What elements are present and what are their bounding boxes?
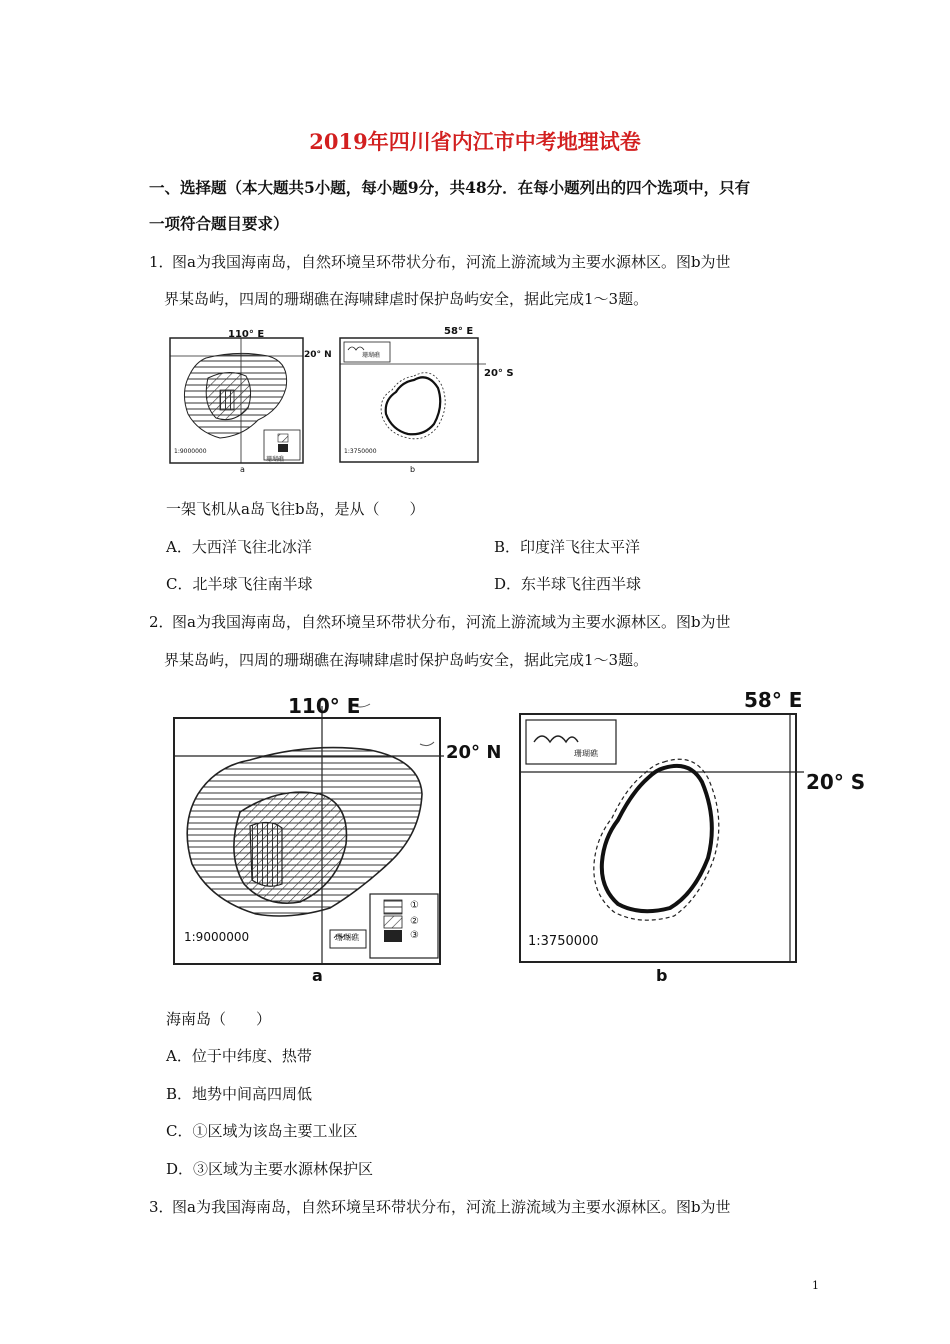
section-heading-line1: 一、选择题（本大题共5小题，每小题9分，共48分．在每小题列出的四个选项中，只有 <box>149 178 751 197</box>
q1-stem-line2: 界某岛屿，四周的珊瑚礁在海啸肆虐时保护岛屿安全，据此完成1～3题。 <box>164 290 649 308</box>
map-a-scale: 1:9000000 <box>184 930 250 944</box>
map-a-legend-key-1: ① <box>410 900 419 911</box>
map-a-legend-key-2: ② <box>410 916 419 927</box>
q1-stem-line1: 图a为我国海南岛，自然环境呈环带状分布，河流上游流域为主要水源林区。图b为世 <box>172 253 731 271</box>
page-number: 1 <box>812 1279 819 1292</box>
map-b-caption: b <box>656 966 668 985</box>
q2-option-d[interactable]: D．③区域为主要水源林保护区 <box>166 1160 374 1178</box>
map-b-small-legend: 珊瑚礁 <box>362 352 381 359</box>
map-a-lon-label: 110° E <box>288 694 361 718</box>
q1-option-d[interactable]: D．东半球飞往西半球 <box>494 575 642 593</box>
q2-option-a[interactable]: A．位于中纬度、热带 <box>166 1047 312 1065</box>
page-title: 2019年四川省内江市中考地理试卷 <box>309 129 641 154</box>
q3-number: 3． <box>149 1198 174 1216</box>
map-a-lat-label: 20° N <box>446 742 502 763</box>
map-a-legend-coral: 珊瑚礁 <box>335 933 359 942</box>
q2-prompt: 海南岛（ ） <box>166 1010 272 1028</box>
map-b-small-lat-label: 20° S <box>484 368 514 379</box>
q2-option-b[interactable]: B．地势中间高四周低 <box>166 1085 313 1103</box>
figure-1a-hainan-map <box>168 328 332 478</box>
map-a-legend-key-3: ③ <box>410 930 419 941</box>
q2-stem-line1: 图a为我国海南岛，自然环境呈环带状分布，河流上游流域为主要水源林区。图b为世 <box>172 613 731 631</box>
map-b-small-lon-label: 58° E <box>444 326 474 337</box>
q3-stem-line1: 图a为我国海南岛，自然环境呈环带状分布，河流上游流域为主要水源林区。图b为世 <box>172 1198 731 1216</box>
q1-number: 1． <box>149 253 174 271</box>
section-heading-line2: 一项符合题目要求） <box>149 214 289 233</box>
map-a-small-lat-label: 20° N <box>304 350 332 360</box>
map-b-legend-coral: 珊瑚礁 <box>574 749 598 758</box>
map-a-small-legend: 珊瑚礁 <box>266 456 285 463</box>
map-a-small-caption: a <box>240 465 245 474</box>
map-b-scale: 1:3750000 <box>528 934 599 949</box>
figure-1b-island-map <box>338 326 528 476</box>
q1-option-a[interactable]: A．大西洋飞往北冰洋 <box>166 538 312 556</box>
map-b-small-caption: b <box>410 465 416 474</box>
map-a-caption: a <box>312 966 323 985</box>
figure-2a-hainan-map <box>170 694 500 994</box>
q2-option-c[interactable]: C．①区域为该岛主要工业区 <box>166 1122 358 1140</box>
q1-prompt: 一架飞机从a岛飞往b岛，是从（ ） <box>166 500 425 518</box>
map-b-small-scale: 1:3750000 <box>344 448 377 455</box>
q1-option-b[interactable]: B．印度洋飞往太平洋 <box>494 538 641 556</box>
map-a-small-scale: 1:9000000 <box>174 448 207 455</box>
q2-number: 2． <box>149 613 174 631</box>
map-a-small-lon-label: 110° E <box>228 329 265 340</box>
figure-2b-island-map <box>514 688 874 988</box>
map-b-lat-label: 20° S <box>806 770 866 794</box>
map-b-lon-label: 58° E <box>744 688 803 712</box>
q1-option-c[interactable]: C．北半球飞往南半球 <box>166 575 313 593</box>
q2-stem-line2: 界某岛屿，四周的珊瑚礁在海啸肆虐时保护岛屿安全，据此完成1～3题。 <box>164 651 649 669</box>
